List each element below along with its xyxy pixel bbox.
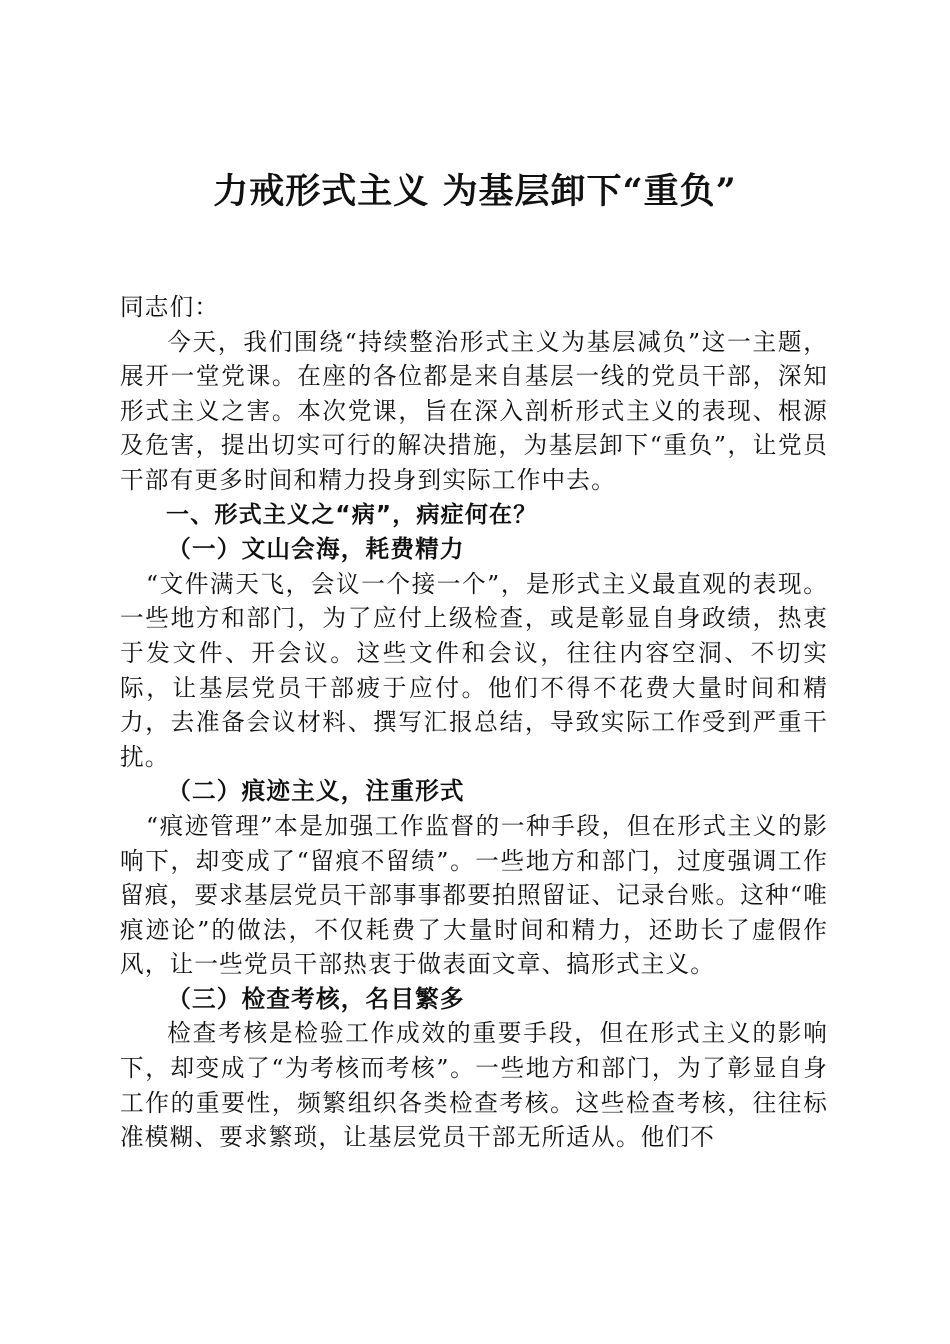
subsection-paragraph-3: 检查考核是检验工作成效的重要手段，但在形式主义的影响下，却变成了“为考核而考核”。一些地方和部门，为了彰显自身工作的重要性，频繁组织各类检查考核。这些检查考核，往往标准模糊、要求繁琐，让基层党员干部无所适从。他们不: [120, 1019, 828, 1152]
subsection-heading-2: （二）痕迹主义，注重形式: [167, 777, 465, 806]
intro-paragraph: 今天，我们围绕“持续整治形式主义为基层减负”这一主题，展开一堂党课。在座的各位都是来自基层一线的党员干部，深知形式主义之害。本次党课，旨在深入剖析形式主义的表现、根源及危害，提出切实可行的解决措施，为基层卸下“重负”，让党员干部有更多时间和精力投身到实际工作中去。: [120, 327, 828, 494]
document-title: 力戒形式主义 为基层卸下“重负”: [213, 171, 737, 212]
salutation: 同志们：: [120, 293, 220, 321]
subsection-heading-3: （三）检查考核，名目繁多: [167, 984, 465, 1013]
subsection-paragraph-1: “文件满天飞，会议一个接一个”，是形式主义最直观的表现。一些地方和部门，为了应付上级检查，或是彰显自身政绩，热衷于发文件、开会议。这些文件和会议，往往内容空洞、不切实际，让基层党员干部疲于应付。他们不得不花费大量时间和精力，去准备会议材料、撰写汇报总结，导致实际工作受到严重干扰。: [120, 569, 828, 771]
document-body: [120, 290, 828, 1155]
subsection-heading-1: （一）文山会海，耗费精力: [167, 535, 465, 564]
subsection-paragraph-2: “痕迹管理”本是加强工作监督的一种手段，但在形式主义的影响下，却变成了“留痕不留绩”。一些地方和部门，过度强调工作留痕，要求基层党员干部事事都要拍照留证、记录台账。这种“唯痕迹论”的做法，不仅耗费了大量时间和精力，还助长了虚假作风，让一些党员干部热衷于做表面文章、搞形式主义。: [120, 811, 828, 979]
section-heading-1: 一、形式主义之“病”，病症何在？: [166, 501, 538, 528]
